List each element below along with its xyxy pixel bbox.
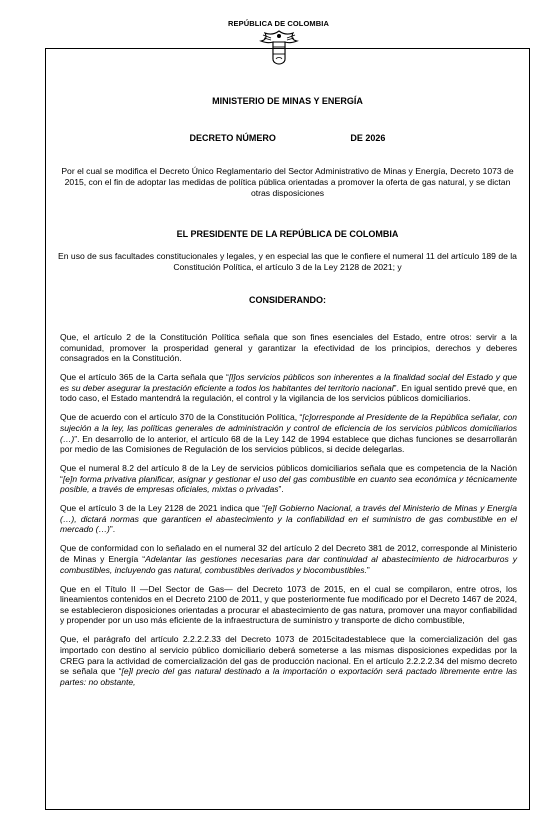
consideration-paragraph [60,372,517,404]
consideration-paragraph [60,503,517,535]
ministry-heading: MINISTERIO DE MINAS Y ENERGÍA [212,96,363,106]
paragraph-quote: [l]os servicios públicos son inherentes a la finalidad social del Estado y que es su deber asegurar la prestación eficiente a todos los habitantes del territorio nacional [60,372,518,393]
paragraph-text: Que de acuerdo con el artículo 370 de la Constitución Política, “ [60,412,303,423]
consideration-paragraph [60,543,517,575]
paragraph-text: ” [366,564,370,575]
paragraph-text: ”. [109,524,116,535]
decree-year-label: DE 2026 [350,133,386,143]
considering-heading: CONSIDERANDO: [248,295,326,305]
consideration-paragraph [60,584,517,626]
consideration-paragraph [60,332,517,364]
paragraph-text: Que el artículo 3 de la Ley 2128 de 2021 indica que “ [60,503,266,514]
intro-paragraph: En uso de sus facultades constitucionales y legales, y en especial las que le confiere el numeral 11 del artículo 189 de la Constitución Política, el artículo 3 de la Ley 2128 de 2021; y [58,251,517,272]
paragraph-text: Que en el Título II —Del Sector de Gas— del Decreto 1073 de 2015, en el cual se compilaron, entre otros, los lineamientos contenidos en el Decreto 2100 de 2011, y que posteriormente fue modificado por el Decreto 1467 de 2024, se establecieron disposiciones orientadas a procurar el abastecimiento de gas natura, promover una mayor confiabilidad y propender por un uso más eficiente de la infraestructura de suministro y transporte de dicho combustible, [60,583,517,626]
paragraph-quote: [e]l Gobierno Nacional, a través del Ministerio de Minas y Energía (…), dictará normas que garanticen el abastecimiento y la confiabilidad en el suministro de gas combustible en el mercado (…) [60,503,517,535]
consideration-paragraph [60,463,517,495]
paragraph-quote: [e]l precio del gas natural destinado a la importación o exportación será pactado libremente entre las partes: no obstante, [60,666,518,687]
consideration-paragraph [60,634,517,687]
paragraph-text: Que de conformidad con lo señalado en el numeral 32 del artículo 2 del Decreto 381 de 2012, corresponde al Ministerio de Minas y Energía “ [60,543,517,565]
paragraph-quote: Adelantar las gestiones necesarias para dar continuidad al abastecimiento de hidrocarburos y combustibles, incluyendo gas natural, combustibles derivados y biocombustibles. [60,554,517,575]
decree-title [55,133,520,143]
paragraph-text: ”. [278,484,284,495]
paragraph-text: Que, el artículo 2 de la Constitución Política señala que son fines esenciales del Estado, entre otros: servir a la comunidad, promover la prosperidad general y garantizar la efectividad de los principios, derechos y deberes consagrados en la Constitución. [60,332,517,364]
consideration-paragraph [60,412,517,454]
president-heading: EL PRESIDENTE DE LA REPÚBLICA DE COLOMBIA [176,229,399,239]
paragraph-quote: [e]n forma privativa planificar, asignar y gestionar el uso del gas combustible en cuanto sea económica y técnicamente posible, a través de empresas oficiales, mixtas o privadas [60,473,517,495]
paragraph-quote: [c]orresponde al Presidente de la República señalar, con sujeción a la ley, las políticas generales de administración y control de eficiencia de los servicios públicos domiciliarios (…) [60,412,517,444]
republic-heading: REPÚBLICA DE COLOMBIA [228,19,329,28]
decree-summary: Por el cual se modifica el Decreto Único Reglamentario del Sector Administrativo de Minas y Energía, Decreto 1073 de 2015, con el fin de adoptar las medidas de política pública orientadas a promover la oferta de gas natural, y se dictan otras disposiciones [61,166,514,198]
paragraph-text: Que el artículo 365 de la Carta señala que “ [60,372,229,383]
paragraph-text: Que el numeral 8.2 del artículo 8 de la Ley de servicios públicos domiciliarios señala que es competencia de la Nación “ [60,463,517,484]
paragraph-text: ”. En igual sentido prevé que, en todo caso, el Estado mantendrá la regulación, el control y la vigilancia de los servicios públicos domiciliarios. [60,382,517,404]
decree-number-label: DECRETO NÚMERO [189,133,276,143]
considerations-body [60,332,517,696]
paragraph-text: Que, el parágrafo del artículo 2.2.2.2.33 del Decreto 1073 de 2015citadestablece que la comercialización del gas importado con destino al servicio público domiciliario deberá someterse a las mismas disposiciones expedidas por la CREG para la actividad de comercialización del gas de producción nacional. En el artículo 2.2.2.2.34 del mismo decreto se señala que “ [60,634,517,677]
paragraph-text: ”. En desarrollo de lo anterior, el artículo 68 de la Ley 142 de 1994 establece que dichas funciones se desarrollarán por medio de las Comisiones de Regulación de los servicios públicos, si decide delegarlas. [60,433,517,455]
